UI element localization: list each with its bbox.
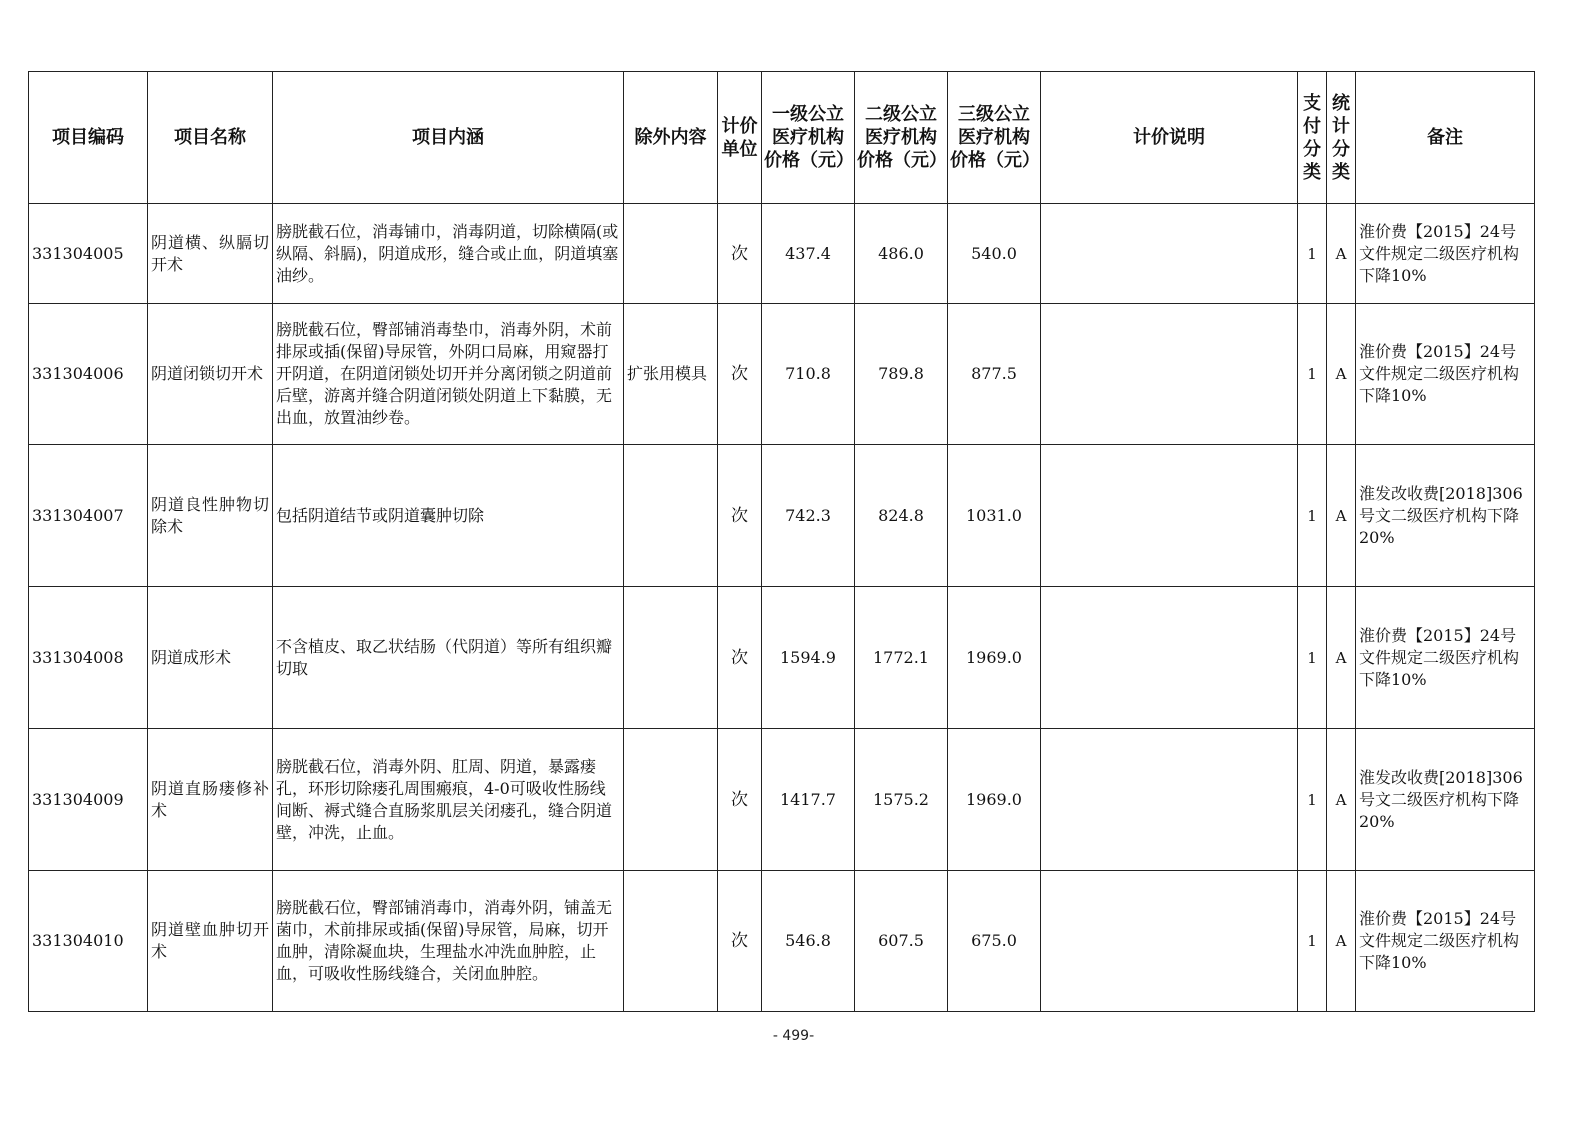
- cell-level1-price: 1417.7: [762, 729, 855, 871]
- cell-pricing-note: [1041, 204, 1298, 304]
- cell-content: 膀胱截石位，臀部铺消毒巾，消毒外阴，铺盖无菌巾，术前排尿或插(保留)导尿管，局麻，切开血肿，清除凝血块，生理盐水冲洗血肿腔，止血，可吸收性肠线缝合，关闭血肿腔。: [273, 871, 624, 1012]
- cell-name: 阴道闭锁切开术: [148, 304, 273, 445]
- cell-content: 膀胱截石位，消毒铺巾，消毒阴道，切除横隔(或纵隔、斜膈)，阴道成形，缝合或止血，阴道填塞油纱。: [273, 204, 624, 304]
- cell-content: 包括阴道结节或阴道囊肿切除: [273, 445, 624, 587]
- cell-unit: 次: [718, 871, 762, 1012]
- cell-payment: 1: [1298, 729, 1327, 871]
- cell-pricing-note: [1041, 445, 1298, 587]
- cell-payment: 1: [1298, 871, 1327, 1012]
- cell-remarks: 淮价费【2015】24号文件规定二级医疗机构下降10%: [1356, 587, 1535, 729]
- header-unit: 计价单位: [718, 72, 762, 204]
- cell-level1-price: 437.4: [762, 204, 855, 304]
- table-header: [29, 72, 1535, 204]
- cell-content: 不含植皮、取乙状结肠（代阴道）等所有组织瓣切取: [273, 587, 624, 729]
- cell-remarks: 淮价费【2015】24号文件规定二级医疗机构下降10%: [1356, 871, 1535, 1012]
- table-body: [29, 204, 1535, 1012]
- cell-level2-price: 607.5: [855, 871, 948, 1012]
- cell-level3-price: 1969.0: [948, 729, 1041, 871]
- cell-remarks: 淮发改收费[2018]306号文二级医疗机构下降20%: [1356, 729, 1535, 871]
- cell-exclusions: 扩张用模具: [624, 304, 718, 445]
- cell-name: 阴道良性肿物切除术: [148, 445, 273, 587]
- cell-level3-price: 540.0: [948, 204, 1041, 304]
- cell-level2-price: 1575.2: [855, 729, 948, 871]
- cell-statistics: A: [1327, 304, 1356, 445]
- header-payment: 支付分类: [1298, 72, 1327, 204]
- cell-remarks: 淮价费【2015】24号文件规定二级医疗机构下降10%: [1356, 204, 1535, 304]
- cell-payment: 1: [1298, 445, 1327, 587]
- cell-code: 331304009: [29, 729, 148, 871]
- cell-level3-price: 877.5: [948, 304, 1041, 445]
- cell-exclusions: [624, 587, 718, 729]
- cell-statistics: A: [1327, 871, 1356, 1012]
- cell-level3-price: 675.0: [948, 871, 1041, 1012]
- cell-payment: 1: [1298, 587, 1327, 729]
- cell-code: 331304006: [29, 304, 148, 445]
- table-row: [29, 871, 1535, 1012]
- header-remarks: 备注: [1356, 72, 1535, 204]
- cell-code: 331304005: [29, 204, 148, 304]
- cell-name: 阴道成形术: [148, 587, 273, 729]
- cell-payment: 1: [1298, 204, 1327, 304]
- header-level2-price: 二级公立医疗机构价格（元）: [855, 72, 948, 204]
- header-pricing-note: 计价说明: [1041, 72, 1298, 204]
- cell-unit: 次: [718, 204, 762, 304]
- cell-pricing-note: [1041, 871, 1298, 1012]
- header-level1-price: 一级公立医疗机构价格（元）: [762, 72, 855, 204]
- cell-name: 阴道壁血肿切开术: [148, 871, 273, 1012]
- cell-level1-price: 710.8: [762, 304, 855, 445]
- table-row: [29, 587, 1535, 729]
- cell-payment: 1: [1298, 304, 1327, 445]
- cell-pricing-note: [1041, 729, 1298, 871]
- cell-statistics: A: [1327, 587, 1356, 729]
- cell-unit: 次: [718, 304, 762, 445]
- cell-level1-price: 1594.9: [762, 587, 855, 729]
- cell-code: 331304007: [29, 445, 148, 587]
- cell-statistics: A: [1327, 445, 1356, 587]
- cell-statistics: A: [1327, 729, 1356, 871]
- cell-level2-price: 824.8: [855, 445, 948, 587]
- page-number: - 499-: [772, 1028, 815, 1044]
- cell-exclusions: [624, 729, 718, 871]
- cell-exclusions: [624, 204, 718, 304]
- cell-level2-price: 789.8: [855, 304, 948, 445]
- cell-level1-price: 546.8: [762, 871, 855, 1012]
- cell-statistics: A: [1327, 204, 1356, 304]
- cell-remarks: 淮发改收费[2018]306号文二级医疗机构下降20%: [1356, 445, 1535, 587]
- cell-exclusions: [624, 871, 718, 1012]
- cell-level2-price: 1772.1: [855, 587, 948, 729]
- cell-pricing-note: [1041, 587, 1298, 729]
- cell-code: 331304008: [29, 587, 148, 729]
- cell-level1-price: 742.3: [762, 445, 855, 587]
- cell-exclusions: [624, 445, 718, 587]
- cell-name: 阴道横、纵膈切开术: [148, 204, 273, 304]
- cell-code: 331304010: [29, 871, 148, 1012]
- header-code: 项目编码: [29, 72, 148, 204]
- cell-remarks: 淮价费【2015】24号文件规定二级医疗机构下降10%: [1356, 304, 1535, 445]
- cell-unit: 次: [718, 587, 762, 729]
- table-row: [29, 304, 1535, 445]
- cell-content: 膀胱截石位，消毒外阴、肛周、阴道，暴露瘘孔，环形切除瘘孔周围瘢痕，4-0可吸收性肠线间断、褥式缝合直肠浆肌层关闭瘘孔，缝合阴道壁，冲洗，止血。: [273, 729, 624, 871]
- table-row: [29, 445, 1535, 587]
- price-table: [28, 71, 1535, 1012]
- cell-level3-price: 1969.0: [948, 587, 1041, 729]
- cell-level3-price: 1031.0: [948, 445, 1041, 587]
- header-content: 项目内涵: [273, 72, 624, 204]
- cell-level2-price: 486.0: [855, 204, 948, 304]
- header-level3-price: 三级公立医疗机构价格（元）: [948, 72, 1041, 204]
- cell-unit: 次: [718, 445, 762, 587]
- table-row: [29, 729, 1535, 871]
- header-name: 项目名称: [148, 72, 273, 204]
- cell-pricing-note: [1041, 304, 1298, 445]
- cell-content: 膀胱截石位，臀部铺消毒垫巾，消毒外阴，术前排尿或插(保留)导尿管，外阴口局麻，用窥器打开阴道，在阴道闭锁处切开并分离闭锁之阴道前后壁，游离并缝合阴道闭锁处阴道上下黏膜，无出血，放置油纱卷。: [273, 304, 624, 445]
- cell-name: 阴道直肠瘘修补术: [148, 729, 273, 871]
- header-statistics: 统计分类: [1327, 72, 1356, 204]
- table-row: [29, 204, 1535, 304]
- header-exclusions: 除外内容: [624, 72, 718, 204]
- cell-unit: 次: [718, 729, 762, 871]
